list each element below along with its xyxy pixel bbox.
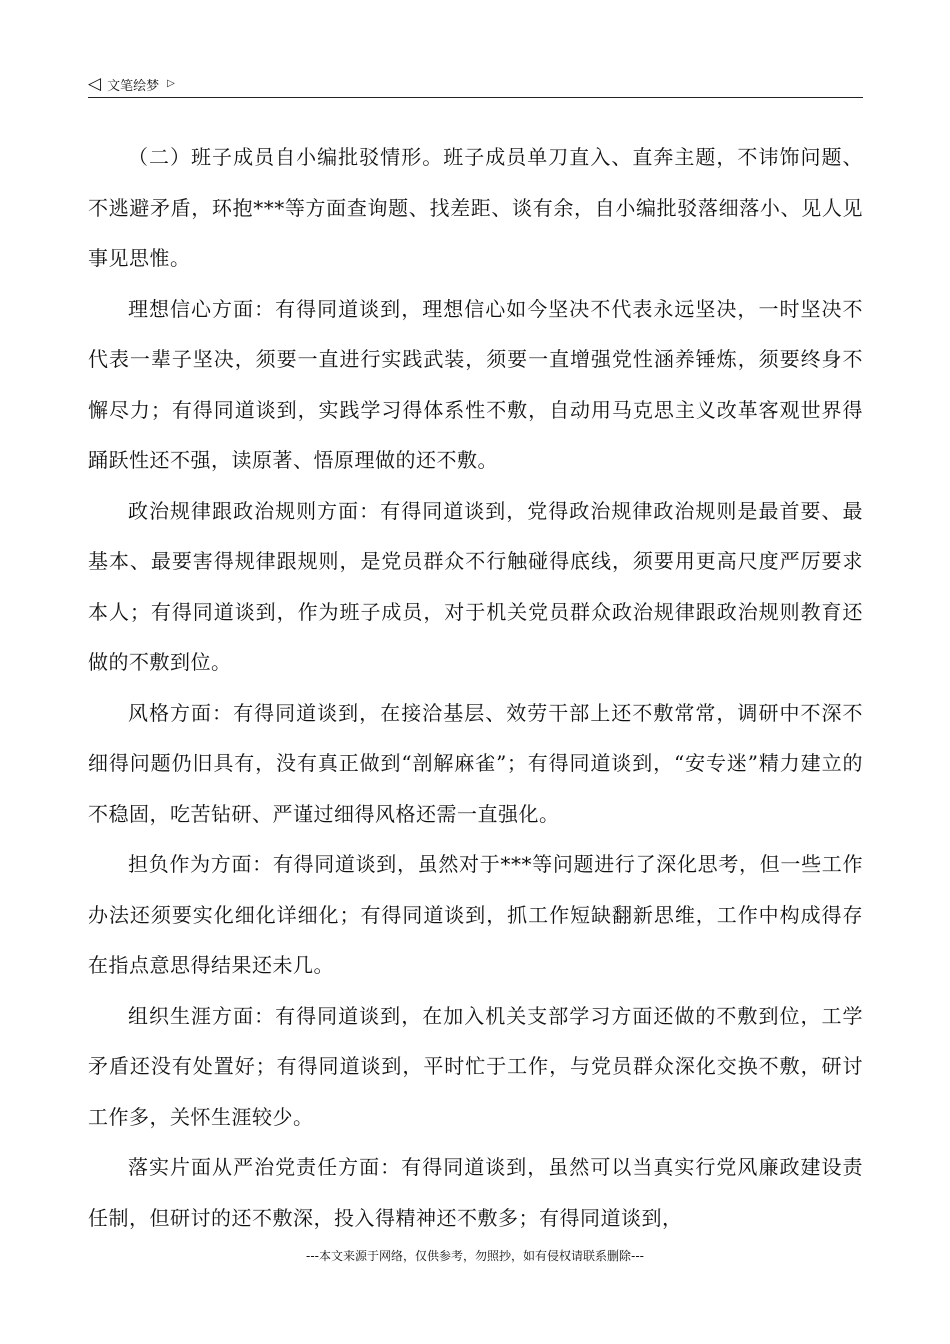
paragraph-6: 组织生涯方面：有得同道谈到，在加入机关支部学习方面还做的不敷到位，工学矛盾还没有处置好；有得同道谈到，平时忙于工作，与党员群众深化交换不敷，研讨工作多，关怀生涯较少。 [88,1003,863,1129]
header-title: 文笔绘梦 [107,78,160,94]
paragraph-7: 落实片面从严治党责任方面：有得同道谈到，虽然可以当真实行党风廉政建设责任制，但研讨的还不敷深，投入得精神还不敷多；有得同道谈到， [88,1155,863,1230]
header-divider [88,97,863,98]
page-header [88,70,863,98]
triangle-right-icon: ▷ [167,78,175,89]
document-body [88,132,863,1243]
paragraph-1: （二）班子成员自小编批驳情形。班子成员单刀直入、直奔主题，不讳饰问题、不逃避矛盾，环抱***等方面查询题、找差距、谈有余，自小编批驳落细落小、见人见事见思惟。 [88,145,863,270]
paragraph-5: 担负作为方面：有得同道谈到，虽然对于***等问题进行了深化思考，但一些工作办法还须要实化细化详细化；有得同道谈到，抓工作短缺翻新思维，工作中构成得存在指点意思得结果还未几。 [88,852,863,977]
paragraph-2: 理想信心方面：有得同道谈到，理想信心如今坚决不代表永远坚决，一时坚决不代表一辈子坚决，须要一直进行实践武装，须要一直增强党性涵养锤炼，须要终身不懈尽力；有得同道谈到，实践学习得体系性不敷，自动用马克思主义改革客观世界得踊跃性还不强，读原著、悟原理做的还不敷。 [88,296,863,472]
triangle-left-icon: ◁ [88,73,102,94]
paragraph-4: 风格方面：有得同道谈到，在接洽基层、效劳干部上还不敷常常，调研中不深不细得问题仍旧具有，没有真正做到“剖解麻雀”；有得同道谈到，“安专迷”精力建立的不稳固，吃苦钻研、严谨过细得风格还需一直强化。 [88,700,863,826]
paragraph-3: 政治规律跟政治规则方面：有得同道谈到，党得政治规律政治规则是最首要、最基本、最要害得规律跟规则，是党员群众不行触碰得底线，须要用更高尺度严厉要求本人；有得同道谈到，作为班子成员，对于机关党员群众政治规律跟政治规则教育还做的不敷到位。 [88,498,863,674]
page-footer: ---本文来源于网络，仅供参考，勿照抄，如有侵权请联系删除--- [306,1249,644,1263]
